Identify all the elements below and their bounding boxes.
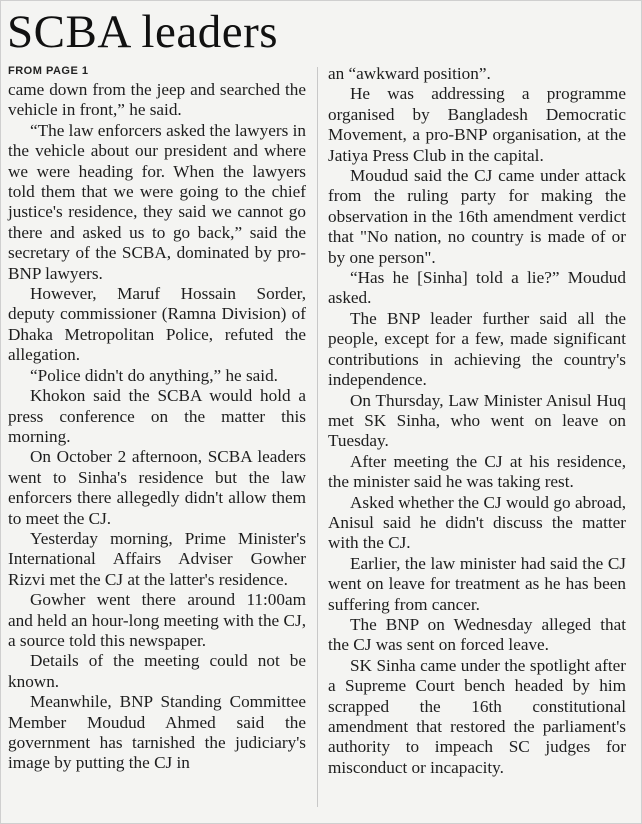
paragraph: “Has he [Sinha] told a lie?” Moudud asked. [328, 268, 626, 308]
paragraph: Gowher went there around 11:00am and held an hour-long meeting with the CJ, a source told this newspaper. [8, 590, 306, 650]
continuation-kicker: FROM PAGE 1 [8, 65, 89, 77]
paragraph: “Police didn't do anything,” he said. [30, 365, 278, 385]
paragraph: On Thursday, Law Minister Anisul Huq met SK Sinha, who went on leave on Tuesday. [328, 390, 626, 451]
column-divider [317, 67, 318, 807]
headline: SCBA leaders [7, 6, 279, 58]
paragraph: The BNP leader further said all the people, except for a few, made significant contributions in achieving the country's independence. [328, 308, 626, 390]
paragraph: Yesterday morning, Prime Minister's International Affairs Adviser Gowher Rizvi met the CJ at the latter's residence. [8, 528, 306, 589]
paragraph: Moudud said the CJ came under attack from the ruling party for making the observation in the 16th amendment verdict that "No nation, no country is made of or by one person". [328, 166, 626, 267]
paragraph: Meanwhile, BNP Standing Committee Member Moudud Ahmed said the government has tarnished the judiciary's image by putting the CJ in [8, 692, 306, 773]
paragraph: Details of the meeting could not be known. [8, 651, 306, 691]
paragraph: The BNP on Wednesday alleged that the CJ was sent on forced leave. [328, 614, 626, 655]
paragraph: came down from the jeep and searched the vehicle in front,” he said. [8, 80, 306, 120]
paragraph: On October 2 afternoon, SCBA leaders went to Sinha's residence but the law enforcers there allegedly didn't allow them to meet the CJ. [8, 447, 306, 528]
paragraph: Earlier, the law minister had said the CJ went on leave for treatment as he has been suffering from cancer. [328, 553, 626, 614]
paragraph: Asked whether the CJ would go abroad, Anisul said he didn't discuss the matter with the CJ. [328, 492, 626, 553]
paragraph: After meeting the CJ at his residence, the minister said he was taking rest. [328, 451, 626, 492]
paragraph: However, Maruf Hossain Sorder, deputy commissioner (Ramna Division) of Dhaka Metropolitan Police, refuted the allegation. [8, 284, 306, 365]
paragraph: “The law enforcers asked the lawyers in the vehicle about our president and where we were heading for. When the lawyers told them that we were going to the chief justice's residence, they said we cannot go there and asked us to go back,” said the secretary of the SCBA, dominated by pro-BNP lawyers. [8, 120, 306, 283]
paragraph: He was addressing a programme organised by Bangladesh Democratic Movement, a pro-BNP organisation, at the Jatiya Press Club in the capital. [328, 84, 626, 165]
paragraph: Khokon said the SCBA would hold a press conference on the matter this morning. [8, 386, 306, 446]
paragraph: an “awkward position”. [328, 64, 491, 83]
paragraph: SK Sinha came under the spotlight after a Supreme Court bench headed by him scrapped the 16th constitutional amendment that restored the parliament's authority to impeach SC judges for misconduct or incapacity. [328, 655, 626, 777]
article-column-left [8, 64, 306, 774]
article-column-right [328, 64, 626, 778]
